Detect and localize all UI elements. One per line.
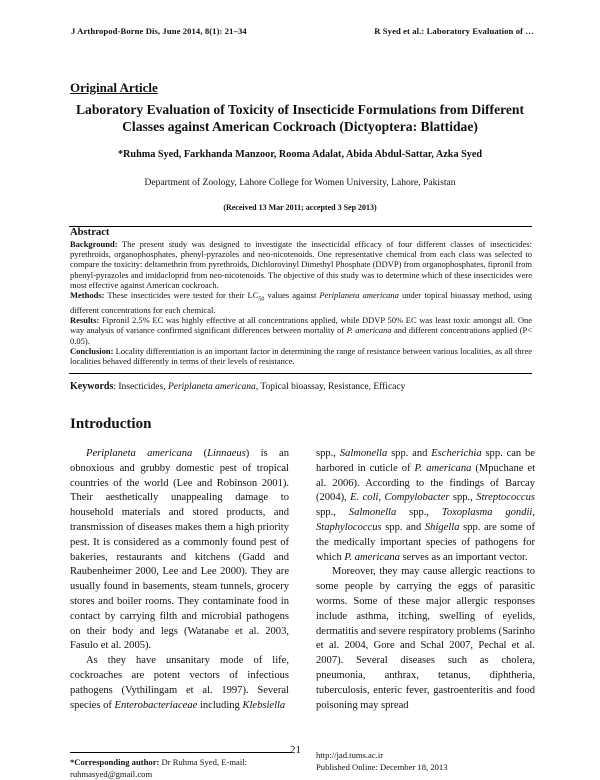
text: spp., xyxy=(452,492,473,504)
results-label: Results: xyxy=(70,315,100,326)
abstract-background xyxy=(70,239,532,290)
paper-title: Laboratory Evaluation of Toxicity of Insecticide Formulations from Different Classes against American Cockroach (Dictyoptera: Blattidae) xyxy=(75,102,525,134)
results-text-2: and different concentrations applied (P< 0.05). xyxy=(70,325,532,346)
conclusion-text: Locality differentiation is an important factor in determining the range of resistance between various localities, as all three localities behaved differently in terms of their levels of resistance. xyxy=(70,345,532,366)
author-list: *Ruhma Syed, Farkhanda Manzoor, Rooma Adalat, Abida Abdul-Sattar, Azka Syed xyxy=(117,149,483,160)
journal-url[interactable]: http://jad.tums.ac.ir xyxy=(316,750,384,760)
genus-name: Compylobacter xyxy=(384,492,450,504)
species-name: Periplaneta americana xyxy=(319,290,399,301)
received-dates: (Received 13 Mar 2011; accepted 3 Sep 2013) xyxy=(223,203,377,212)
genus-name: Salmonella xyxy=(339,448,388,459)
results-text: Fipronil 2.5% EC was highly effective at all concentrations applied, while DDVP 50% EC was least toxic amongst all. One way analysis of variance confirmed significant differences between mortality of xyxy=(70,315,533,336)
background-label: Background: xyxy=(70,239,118,249)
family-name: Enterobacteriaceae xyxy=(114,699,198,711)
page-number: 21 xyxy=(290,744,301,756)
paragraph-text: As they have unsanitary mode of life, cockroaches are potent vectors of infectious pathogens (Vythilingam et al. 1997). Several species of xyxy=(70,655,289,711)
corr-label: *Corresponding author: xyxy=(70,757,160,767)
text: , xyxy=(532,507,535,519)
species-name: P. americana xyxy=(414,462,472,474)
keywords-line xyxy=(70,381,540,392)
published-date: Published Online: December 18, 2013 xyxy=(316,762,448,772)
abstract-methods xyxy=(70,290,532,315)
background-text: The present study was designed to investigate the insecticidal efficacy of four different classes of insecticides: pyrethroids, organophosphates, phenyl-pyrazoles and neo-nicotenoids. One representative chemical from each class was selected to compare the toxicity: deltamethrin from pyrethroids, Dichlorovinyl Dimethyl Phosphate (DDVP) from organophosphates, fipronil from phenyl-pyrazoles and imidacloprid from neo-nicotenoids. The objective of this study was to determine which of these insecticides were most effective against American cockroach. xyxy=(70,239,532,290)
text: , xyxy=(378,492,382,504)
keywords-label: Keywords xyxy=(70,381,114,392)
paragraph-text: ) is an obnoxious and grubby domestic pest of tropical countries of the world (Lee and Robinson 2001). Their aesthetically unappealing damage to household materials and stored products, and transmission of diseases makes them a high priority pest. It is considered as a commonly found pest of bakeries, restaurants and kitchens (Gadd and Raubenheimer 2000, Lee and Lee 2000). They are usually found in basements, steam tunnels, grocery stores and boiler rooms. They contaminate food in contact by carrying filth and microbial pathogens on their body and legs (Watanabe et al. 2003, Fasulo et al. 2005). xyxy=(70,448,289,652)
paragraph-text-2: including xyxy=(199,699,240,711)
abstract-heading: Abstract xyxy=(70,227,110,238)
abstract-results xyxy=(70,315,532,346)
genus-name: Salmonella xyxy=(348,507,397,519)
text: spp. and xyxy=(391,448,428,459)
text: (Mpuchane et al. 2006). According to the findings of Barcay (2004), xyxy=(316,462,536,504)
genus-name: Streptococcus xyxy=(476,492,535,504)
intro-paragraph-2-cont xyxy=(316,447,535,565)
genus-name: Shigella xyxy=(424,521,460,533)
species-authority: Linnaeus xyxy=(207,448,246,459)
intro-paragraph-1 xyxy=(70,447,289,654)
text: spp., xyxy=(316,448,336,459)
intro-paragraph-3: Moreover, they may cause allergic reactions to some people by carrying the eggs of parasitic worms. Some of these major allergic responses include asthma, itching, swelling of eyelids, dermatitis and severe respiratory problems (Sarinho et al. 2004, Gore and Schal 2007, Pechal et al. 2007). Several diseases such as cholera, pneumonia, anthrax, tetanus, diphtheria, tuberculosis, enteric fever, gastroenteritis and food poisoning may spread xyxy=(316,566,535,711)
methods-label: Methods: xyxy=(70,290,105,301)
running-header-authors: R Syed et al.: Laboratory Evaluation of … xyxy=(374,26,534,36)
article-type: Original Article xyxy=(70,80,158,95)
abstract-body xyxy=(70,239,532,366)
text: spp. are some of the medically important species of pathogens for which xyxy=(316,521,536,563)
genus-name: Escherichia xyxy=(431,448,482,459)
body-column-right xyxy=(316,447,535,713)
lc-subscript: 50 xyxy=(258,296,265,303)
body-column-left xyxy=(70,447,289,713)
journal-footer xyxy=(316,749,448,773)
species-name: P. americana xyxy=(346,325,392,336)
text: spp., xyxy=(316,507,336,519)
genus-name: Staphylococcus xyxy=(316,521,382,533)
keyword-species: Periplaneta americana xyxy=(167,382,256,392)
keywords-text-2: , Topical bioassay, Resistance, Efficacy xyxy=(255,382,406,392)
corr-text: Dr Ruhma Syed, E-mail: ruhmasyed@gmail.com xyxy=(70,757,247,779)
intro-paragraph-2 xyxy=(70,654,289,713)
abstract-conclusion xyxy=(70,346,532,366)
species-name: Periplaneta americana xyxy=(86,448,193,459)
species-name: E. coli xyxy=(350,492,379,504)
methods-text-2: values against xyxy=(267,290,317,301)
paren: ( xyxy=(192,448,208,459)
methods-text-3: under topical bioassay method, using different concentrations for each chemical. xyxy=(70,290,533,315)
keywords-text: : Insecticides, xyxy=(113,382,166,392)
text: spp. and xyxy=(385,521,422,533)
running-header-journal: J Arthropod-Borne Dis, June 2014, 8(1): 21–34 xyxy=(71,26,247,36)
species-name: Toxoplasma gondii xyxy=(441,507,533,519)
species-name: P. americana xyxy=(344,551,400,563)
text: spp., xyxy=(409,507,430,519)
introduction-heading: Introduction xyxy=(70,416,152,432)
affiliation: Department of Zoology, Lahore College for Women University, Lahore, Pakistan xyxy=(144,177,456,188)
text: spp. can be harbored in cuticle of xyxy=(316,448,535,474)
text: serves as an important vector. xyxy=(402,551,528,563)
methods-text: These insecticides were tested for their LC xyxy=(107,290,259,301)
genus-name: Klebsiella xyxy=(242,699,286,711)
conclusion-label: Conclusion: xyxy=(70,345,114,356)
